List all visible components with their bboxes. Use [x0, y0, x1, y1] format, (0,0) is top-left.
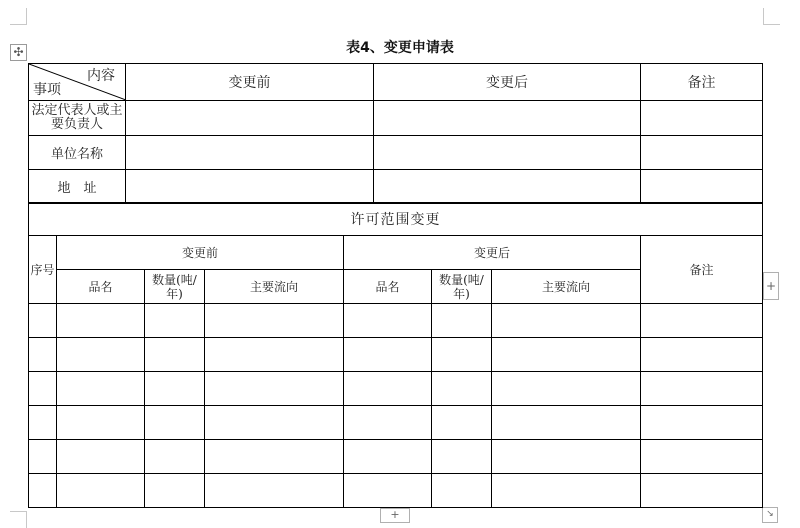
header-after[interactable]: 变更后 [374, 64, 641, 101]
table-cell[interactable] [432, 440, 492, 474]
table-cell[interactable] [205, 372, 344, 406]
header-before[interactable]: 变更前 [126, 64, 374, 101]
table-cell[interactable] [492, 440, 641, 474]
table-cell[interactable] [374, 101, 641, 136]
table-cell[interactable] [641, 101, 763, 136]
table-cell[interactable] [492, 304, 641, 338]
table-cell[interactable] [126, 136, 374, 170]
table-cell[interactable] [641, 406, 763, 440]
table-cell[interactable] [205, 304, 344, 338]
table-cell[interactable] [344, 474, 432, 508]
table-cell[interactable] [641, 474, 763, 508]
diagonal-header-cell[interactable] [29, 64, 126, 101]
table-cell[interactable] [492, 338, 641, 372]
table-row [29, 406, 763, 440]
table-cell[interactable] [374, 170, 641, 204]
scope-header-remark[interactable]: 备注 [641, 236, 763, 304]
header-remark[interactable]: 备注 [641, 64, 763, 101]
col-quantity-after[interactable]: 数量(吨/年) [432, 270, 492, 304]
table-cell[interactable] [57, 304, 145, 338]
crop-mark-top-right [763, 8, 780, 25]
table-cell[interactable] [641, 372, 763, 406]
table-cell[interactable] [57, 406, 145, 440]
table-cell[interactable] [205, 474, 344, 508]
table-resize-handle-icon[interactable]: ↘ [762, 507, 778, 523]
table-cell[interactable] [641, 338, 763, 372]
table-cell[interactable] [344, 338, 432, 372]
table-cell[interactable] [57, 372, 145, 406]
table-cell[interactable] [492, 474, 641, 508]
scope-header-after[interactable]: 变更后 [344, 236, 641, 270]
table-cell[interactable] [432, 474, 492, 508]
table-row [29, 304, 763, 338]
table-cell[interactable] [344, 372, 432, 406]
serial-header[interactable]: 序号 [29, 236, 57, 304]
table-move-handle-icon[interactable]: ✣ [10, 44, 27, 61]
table-cell[interactable] [145, 474, 205, 508]
col-product-name-before[interactable]: 品名 [57, 270, 145, 304]
table-cell[interactable] [492, 406, 641, 440]
col-quantity-before[interactable]: 数量(吨/年) [145, 270, 205, 304]
table-cell[interactable] [205, 406, 344, 440]
diag-item-label: 事项 [33, 82, 61, 98]
table-cell[interactable] [29, 304, 57, 338]
scope-section-title[interactable]: 许可范围变更 [29, 203, 763, 236]
table-cell[interactable] [145, 372, 205, 406]
add-column-button[interactable]: + [763, 272, 779, 300]
row-label-address[interactable]: 地 址 [29, 170, 126, 204]
col-flow-before[interactable]: 主要流向 [205, 270, 344, 304]
table-cell[interactable] [126, 170, 374, 204]
table-cell[interactable] [432, 304, 492, 338]
table-cell[interactable] [205, 338, 344, 372]
table-cell[interactable] [641, 304, 763, 338]
table-cell[interactable] [145, 440, 205, 474]
change-info-table [28, 63, 763, 204]
table-cell[interactable] [205, 440, 344, 474]
table-cell[interactable] [432, 338, 492, 372]
col-flow-after[interactable]: 主要流向 [492, 270, 641, 304]
diag-content-label: 内容 [87, 68, 115, 84]
table-cell[interactable] [641, 170, 763, 204]
table-row [29, 440, 763, 474]
col-product-name-after[interactable]: 品名 [344, 270, 432, 304]
table-cell[interactable] [57, 338, 145, 372]
scope-header-before[interactable]: 变更前 [57, 236, 344, 270]
table-cell[interactable] [126, 101, 374, 136]
table-cell[interactable] [29, 440, 57, 474]
table-cell[interactable] [344, 440, 432, 474]
table-cell[interactable] [641, 136, 763, 170]
table-cell[interactable] [492, 372, 641, 406]
table-cell[interactable] [29, 406, 57, 440]
table-cell[interactable] [344, 304, 432, 338]
table-cell[interactable] [145, 406, 205, 440]
row-label-unit-name[interactable]: 单位名称 [29, 136, 126, 170]
table-cell[interactable] [432, 406, 492, 440]
table-cell[interactable] [374, 136, 641, 170]
table-cell[interactable] [145, 304, 205, 338]
table-row [29, 338, 763, 372]
row-label-legal-rep[interactable]: 法定代表人或主要负责人 [29, 101, 126, 136]
crop-mark-bottom-left [10, 511, 27, 528]
table-cell[interactable] [29, 338, 57, 372]
table-cell[interactable] [57, 474, 145, 508]
table-row [29, 474, 763, 508]
table-cell[interactable] [432, 372, 492, 406]
table-cell[interactable] [344, 406, 432, 440]
scope-change-table [28, 202, 763, 508]
crop-mark-top-left [10, 8, 27, 25]
table-cell[interactable] [145, 338, 205, 372]
table-cell[interactable] [29, 372, 57, 406]
add-row-button[interactable]: + [380, 508, 410, 523]
table-row [29, 372, 763, 406]
table-cell[interactable] [641, 440, 763, 474]
table-title: 表4、变更申请表 [346, 40, 454, 56]
table-cell[interactable] [57, 440, 145, 474]
table-cell[interactable] [29, 474, 57, 508]
